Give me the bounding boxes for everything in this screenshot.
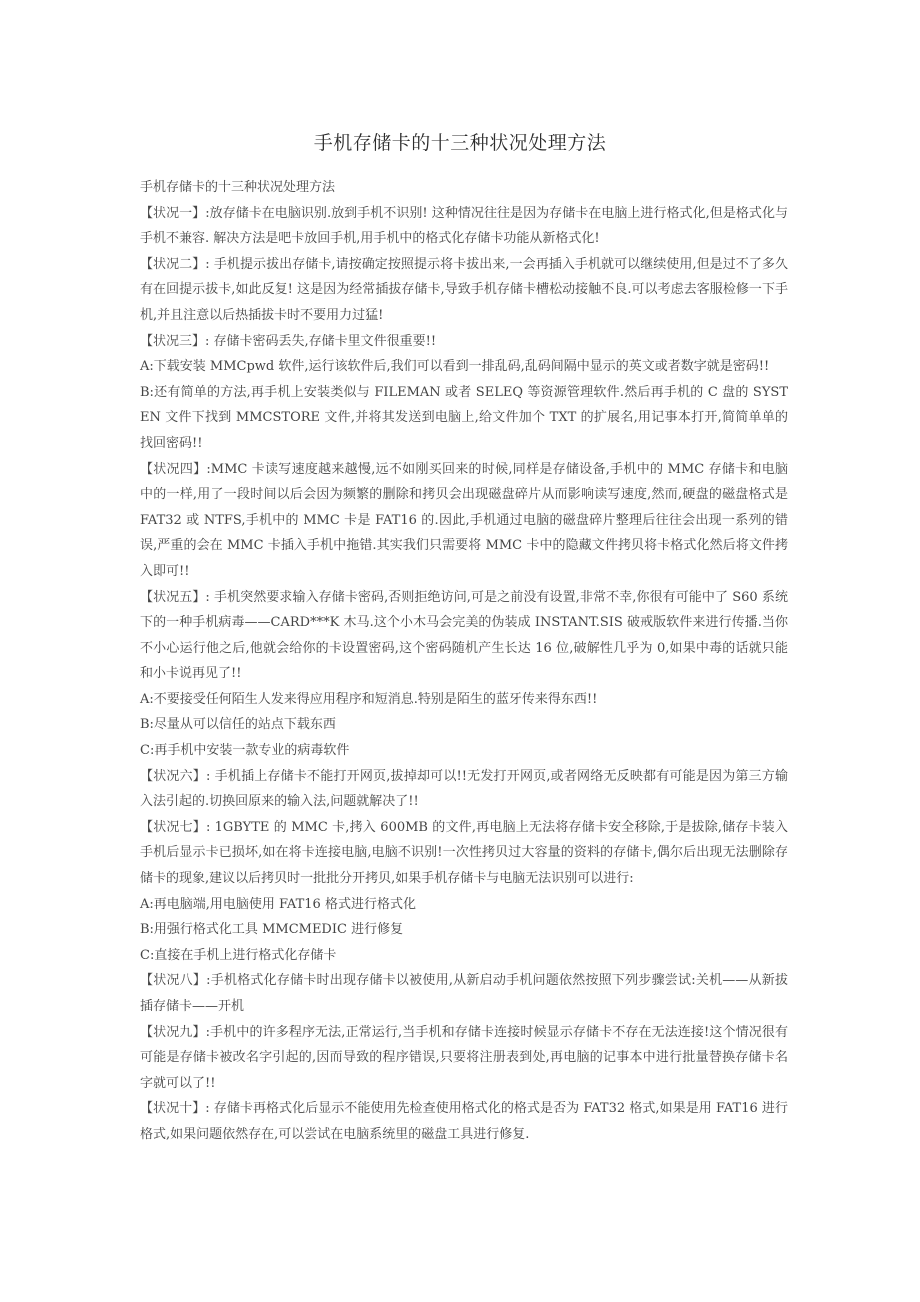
document-title: 手机存储卡的十三种状况处理方法 bbox=[313, 132, 607, 154]
body-paragraph: 手机存储卡的十三种状况处理方法 bbox=[140, 180, 336, 195]
body-paragraph: B:用强行格式化工具 MMCMEDIC 进行修复 bbox=[140, 922, 404, 938]
body-paragraph: A:不要接受任何陌生人发来得应用程序和短消息.特别是陌生的蓝牙传来得东西!! bbox=[140, 691, 598, 707]
body-paragraph: 【状况四】:MMC 卡读写速度越来越慢,远不如刚买回来的时候,同样是存储设备,手机中的 MMC 存储卡和电脑中的一样,用了一段时间以后会因为频繁的删除和拷贝会出现磁盘碎片从而影响读写速度,然而,硬盘的磁盘格式是 FAT32 或 NTFS,手机中的 MMC 卡是 FAT16 的.因此,手机通过电脑的磁盘碎片整理后往往会出现一系列的错误,严重的会在 MMC 卡插入手机中拖错.其实我们只需要将 MMC 卡中的隐藏文件拷贝将卡格式化然后将文件拷入即可!! bbox=[140, 461, 788, 579]
body-paragraph: B:尽量从可以信任的站点下载东西 bbox=[140, 717, 336, 733]
body-paragraph: C:直接在手机上进行格式化存储卡 bbox=[140, 947, 337, 963]
body-paragraph: C:再手机中安装一款专业的病毒软件 bbox=[140, 743, 350, 759]
body-paragraph: B:还有简单的方法,再手机上安装类似与 FILEMAN 或者 SELEQ 等资源管理软件.然后再手机的 C 盘的 SYSTEN 文件下找到 MMCSTORE 文件,并将其发送到电脑上,给文件加个 TXT 的扩展名,用记事本打开,简简单单的找回密码!! bbox=[140, 384, 788, 451]
body-paragraph: 【状况三】: 存储卡密码丢失,存储卡里文件很重要!! bbox=[140, 333, 437, 349]
body-paragraph: 【状况二】: 手机提示拔出存储卡,请按确定按照提示将卡拔出来,一会再插入手机就可以继续使用,但是过不了多久有在回提示拔卡,如此反复! 这是因为经常插拔存储卡,导致手机存储卡槽松动接触不良.可以考虑去客服检修一下手机,并且注意以后热插拔卡时不要用力过猛! bbox=[140, 256, 788, 323]
body-paragraph: 【状况十】: 存储卡再格式化后显示不能使用先检查使用格式化的格式是否为 FAT32 格式,如果是用 FAT16 进行格式,如果问题依然存在,可以尝试在电脑系统里的磁盘工具进行修复. bbox=[140, 1101, 788, 1142]
body-paragraph: 【状况一】:放存储卡在电脑识别.放到手机不识别! 这种情况往往是因为存储卡在电脑上进行格式化,但是格式化与手机不兼容. 解决方法是吧卡放回手机,用手机中的格式化存储卡功能从新格式化! bbox=[140, 205, 788, 247]
body-paragraph: A:再电脑端,用电脑使用 FAT16 格式进行格式化 bbox=[140, 896, 416, 912]
body-paragraph: 【状况九】:手机中的许多程序无法,正常运行,当手机和存储卡连接时候显示存储卡不存在无法连接!这个情况很有可能是存储卡被改名字引起的,因而导致的程序错误,只要将注册表到处,再电脑的记事本中进行批量替换存储卡名字就可以了!! bbox=[140, 1024, 788, 1091]
body-paragraph: 【状况七】: 1GBYTE 的 MMC 卡,拷入 600MB 的文件,再电脑上无法将存储卡安全移除,于是拔除,储存卡装入手机后显示卡已损坏,如在将卡连接电脑,电脑不识别!一次性拷贝过大容量的资料的存储卡,偶尔后出现无法删除存储卡的现象,建议以后拷贝时一批批分开拷贝,如果手机存储卡与电脑无法识别可以进行: bbox=[140, 819, 788, 887]
body-paragraph: 【状况八】:手机格式化存储卡时出现存储卡以被使用,从新启动手机问题依然按照下列步骤尝试:关机——从新拔插存储卡——开机 bbox=[140, 973, 788, 1014]
body-paragraph: A:下载安装 MMCpwd 软件,运行该软件后,我们可以看到一排乱码,乱码间隔中显示的英文或者数字就是密码!! bbox=[140, 359, 770, 375]
body-paragraph: 【状况六】: 手机插上存储卡不能打开网页,拔掉却可以!!无发打开网页,或者网络无反映都有可能是因为第三方输入法引起的.切换回原来的输入法,问题就解决了!! bbox=[140, 768, 788, 810]
document-body bbox=[140, 175, 788, 1148]
body-paragraph: 【状况五】: 手机突然要求输入存储卡密码,否则拒绝访问,可是之前没有设置,非常不幸,你很有可能中了 S60 系统下的一种手机病毒——CARD***K 木马.这个小木马会完美的伪装成 INSTANT.SIS 破戒版软件来进行传播.当你不小心运行他之后,他就会给你的卡设置密码,这个密码随机产生长达 16 位,破解性几乎为 0,如果中毒的话就只能和小卡说再见了!! bbox=[140, 589, 788, 682]
